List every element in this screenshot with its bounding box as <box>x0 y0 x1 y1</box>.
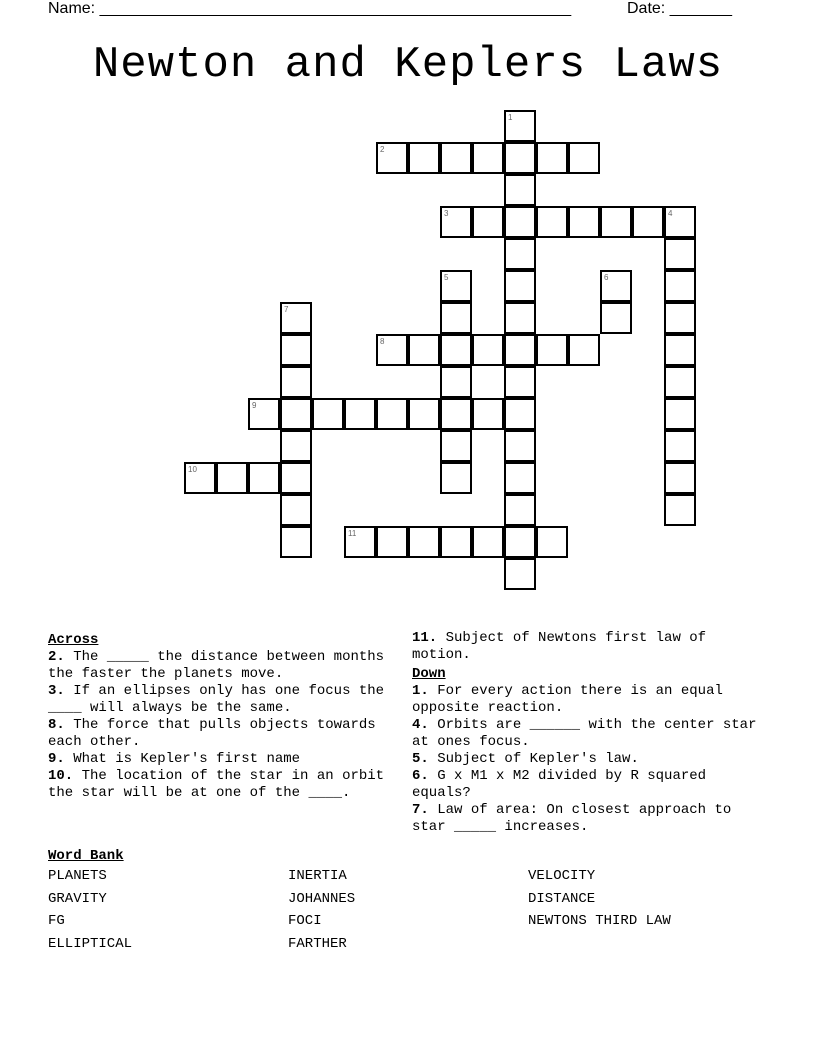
clue-number: 9. <box>48 751 65 767</box>
word-bank-item: VELOCITY <box>528 868 596 884</box>
crossword-cell[interactable] <box>504 302 536 334</box>
crossword-cell[interactable] <box>440 430 472 462</box>
word-bank-item: INERTIA <box>288 868 347 884</box>
cell-number: 8 <box>380 337 385 346</box>
word-bank-item: FOCI <box>288 913 322 929</box>
across-clue <box>48 751 398 768</box>
word-bank-item: FG <box>48 913 65 929</box>
crossword-cell[interactable] <box>504 238 536 270</box>
crossword-cell[interactable] <box>504 398 536 430</box>
crossword-cell[interactable] <box>408 526 440 558</box>
crossword-cell[interactable] <box>440 142 472 174</box>
crossword-cell[interactable] <box>504 494 536 526</box>
crossword-cell[interactable] <box>280 462 312 494</box>
clue-number: 1. <box>412 683 429 699</box>
clue-text: The location of the star in an orbit the star will be at one of the ____. <box>48 768 385 801</box>
crossword-cell[interactable] <box>472 398 504 430</box>
crossword-cell[interactable] <box>664 302 696 334</box>
crossword-cell[interactable] <box>408 334 440 366</box>
down-heading: Down <box>412 666 446 682</box>
clue-number: 5. <box>412 751 429 767</box>
cell-number: 7 <box>284 305 289 314</box>
down-clue <box>412 768 772 802</box>
crossword-cell[interactable] <box>280 430 312 462</box>
clue-number: 4. <box>412 717 429 733</box>
name-field-label[interactable]: Name: _____________________________________________________ <box>48 0 572 17</box>
crossword-cell[interactable] <box>504 334 536 366</box>
crossword-cell[interactable] <box>184 462 216 494</box>
crossword-cell[interactable] <box>376 334 408 366</box>
crossword-cell[interactable] <box>504 270 536 302</box>
crossword-cell[interactable] <box>568 142 600 174</box>
crossword-cell[interactable] <box>440 398 472 430</box>
down-clue <box>412 802 772 836</box>
crossword-cell[interactable] <box>408 398 440 430</box>
across-clue <box>48 649 398 683</box>
clue-text: The force that pulls objects towards each other. <box>48 717 376 750</box>
crossword-cell[interactable] <box>568 206 600 238</box>
word-bank <box>48 848 768 968</box>
crossword-cell[interactable] <box>504 430 536 462</box>
crossword-cell[interactable] <box>440 334 472 366</box>
crossword-cell[interactable] <box>664 398 696 430</box>
crossword-cell[interactable] <box>632 206 664 238</box>
crossword-cell[interactable] <box>280 366 312 398</box>
word-bank-item: ELLIPTICAL <box>48 935 133 952</box>
crossword-cell[interactable] <box>280 334 312 366</box>
cell-number: 2 <box>380 145 385 154</box>
crossword-cell[interactable] <box>664 462 696 494</box>
date-field-label[interactable]: Date: _______ <box>627 0 732 17</box>
crossword-cell[interactable] <box>600 270 632 302</box>
word-bank-heading: Word Bank <box>48 848 124 864</box>
word-bank-item: NEWTONS THIRD LAW <box>528 913 671 929</box>
crossword-cell[interactable] <box>472 142 504 174</box>
cell-number: 4 <box>668 209 673 218</box>
crossword-cell[interactable] <box>216 462 248 494</box>
word-bank-item: GRAVITY <box>48 890 107 907</box>
clue-number: 8. <box>48 717 65 733</box>
crossword-cell[interactable] <box>344 398 376 430</box>
crossword-cell[interactable] <box>376 398 408 430</box>
crossword-cell[interactable] <box>504 142 536 174</box>
cell-number: 6 <box>604 273 609 282</box>
clue-text: Subject of Newtons first law of motion. <box>412 630 707 663</box>
crossword-cell[interactable] <box>440 302 472 334</box>
across-clues <box>48 630 398 802</box>
crossword-cell[interactable] <box>440 206 472 238</box>
crossword-cell[interactable] <box>664 334 696 366</box>
word-bank-item: FARTHER <box>288 935 347 952</box>
crossword-cell[interactable] <box>504 366 536 398</box>
clue-text: Orbits are ______ with the center star at ones focus. <box>412 717 757 750</box>
crossword-cell[interactable] <box>504 110 536 142</box>
crossword-cell[interactable] <box>664 238 696 270</box>
crossword-cell[interactable] <box>376 526 408 558</box>
crossword-cell[interactable] <box>312 398 344 430</box>
crossword-cell[interactable] <box>440 526 472 558</box>
across-clue <box>48 717 398 751</box>
word-bank-item: JOHANNES <box>288 890 356 907</box>
down-clue <box>412 683 772 717</box>
crossword-cell[interactable] <box>344 526 376 558</box>
across-clue <box>48 768 398 802</box>
cell-number: 9 <box>252 401 257 410</box>
word-bank-list <box>48 868 768 968</box>
crossword-cell[interactable] <box>280 398 312 430</box>
crossword-cell[interactable] <box>280 494 312 526</box>
cell-number: 10 <box>188 465 197 474</box>
crossword-cell[interactable] <box>664 430 696 462</box>
crossword-cell[interactable] <box>472 206 504 238</box>
crossword-cell[interactable] <box>504 558 536 590</box>
word-bank-item: PLANETS <box>48 868 107 884</box>
crossword-cell[interactable] <box>664 366 696 398</box>
crossword-cell[interactable] <box>504 526 536 558</box>
crossword-cell[interactable] <box>472 334 504 366</box>
crossword-cell[interactable] <box>440 366 472 398</box>
crossword-cell[interactable] <box>472 526 504 558</box>
crossword-cell[interactable] <box>504 462 536 494</box>
crossword-cell[interactable] <box>568 334 600 366</box>
crossword-cell[interactable] <box>664 494 696 526</box>
word-bank-item: DISTANCE <box>528 890 596 907</box>
clue-number: 11. <box>412 630 438 646</box>
down-clues <box>412 630 772 836</box>
cell-number: 3 <box>444 209 449 218</box>
cell-number: 11 <box>348 529 357 538</box>
clue-number: 10. <box>48 768 74 784</box>
crossword-cell[interactable] <box>408 142 440 174</box>
clue-text: Subject of Kepler's law. <box>437 751 639 767</box>
crossword-cell[interactable] <box>440 270 472 302</box>
crossword-cell[interactable] <box>280 302 312 334</box>
clue-text: The _____ the distance between months the faster the planets move. <box>48 649 385 682</box>
clue-number: 2. <box>48 649 65 665</box>
cell-number: 1 <box>508 113 513 122</box>
crossword-cell[interactable] <box>536 206 568 238</box>
crossword-cell[interactable] <box>664 270 696 302</box>
cell-number: 5 <box>444 273 449 282</box>
across-heading: Across <box>48 632 99 648</box>
clue-text: For every action there is an equal opposite reaction. <box>412 683 723 716</box>
clue-text: G x M1 x M2 divided by R squared equals? <box>412 768 707 801</box>
clue-number: 6. <box>412 768 429 784</box>
crossword-cell[interactable] <box>440 462 472 494</box>
across-clue <box>48 683 398 717</box>
crossword-cell[interactable] <box>664 206 696 238</box>
clue-text: If an ellipses only has one focus the ____ will always be the same. <box>48 683 385 716</box>
across-clue <box>412 630 772 664</box>
clue-text: What is Kepler's first name <box>73 751 301 767</box>
crossword-cell[interactable] <box>536 334 568 366</box>
down-clue <box>412 751 772 768</box>
crossword-cell[interactable] <box>248 462 280 494</box>
clue-text: Law of area: On closest approach to star _____ increases. <box>412 802 732 835</box>
crossword-cell[interactable] <box>504 206 536 238</box>
crossword-cell[interactable] <box>600 206 632 238</box>
clue-number: 7. <box>412 802 429 818</box>
page-title: Newton and Keplers Laws <box>92 40 724 90</box>
crossword-cell[interactable] <box>504 174 536 206</box>
crossword-cell[interactable] <box>600 302 632 334</box>
crossword-cell[interactable] <box>248 398 280 430</box>
crossword-cell[interactable] <box>536 526 568 558</box>
crossword-cell[interactable] <box>280 526 312 558</box>
crossword-cell[interactable] <box>536 142 568 174</box>
down-clue <box>412 717 772 751</box>
clue-number: 3. <box>48 683 65 699</box>
crossword-cell[interactable] <box>376 142 408 174</box>
